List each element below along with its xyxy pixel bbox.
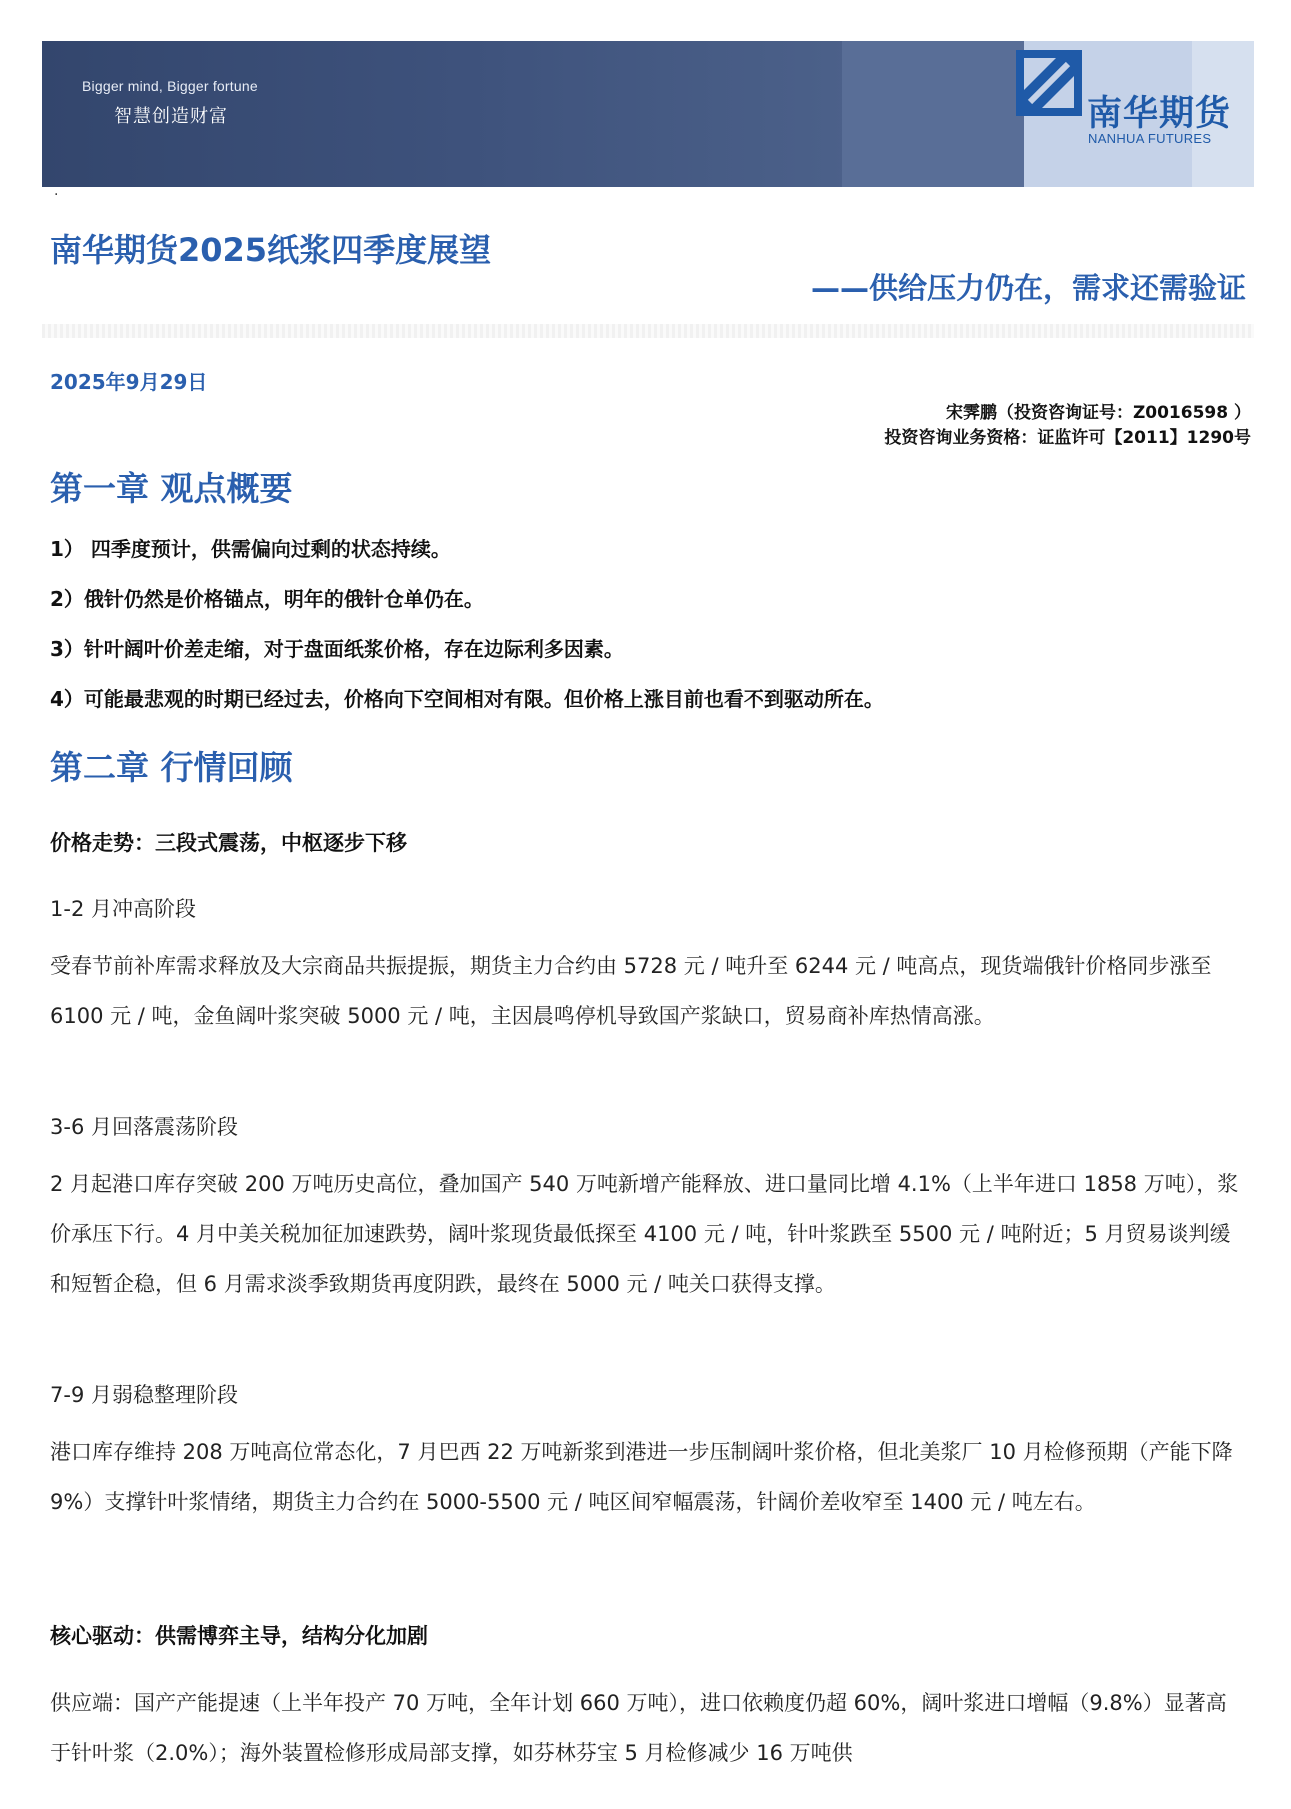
- report-title: 南华期货2025纸浆四季度展望: [50, 231, 492, 269]
- slogan-chinese: 智慧创造财富: [114, 106, 228, 127]
- report-subtitle: ——供给压力仍在，需求还需验证: [810, 271, 1246, 305]
- stage-3-heading: 7-9 月弱稳整理阶段: [50, 1383, 238, 1407]
- stage-2-paragraph: 2 月起港口库存突破 200 万吨历史高位，叠加国产 540 万吨新增产能释放、进口量同比增 4.1%（上半年进口 1858 万吨），浆价承压下行。4 月中美关税加征加速跌势，阔叶浆现货最低探至 4100 元 / 吨，针叶浆跌至 5500 元 / 吨附近；5 月贸易谈判缓和短暂企稳，但 6 月需求淡季致期货再度阴跌，最终在 5000 元 / 吨关口获得支撑。: [50, 1172, 1239, 1296]
- price-trend-heading: 价格走势：三段式震荡，中枢逐步下移: [50, 831, 407, 855]
- chapter-1-title: 第一章 观点概要: [50, 469, 293, 508]
- logo-text-english: NANHUA FUTURES: [1088, 131, 1212, 146]
- summary-point-4: 4）可能最悲观的时期已经过去，价格向下空间相对有限。但价格上涨目前也看不到驱动所在。: [50, 687, 884, 711]
- report-date: 2025年9月29日: [50, 370, 208, 394]
- stage-3-paragraph: 港口库存维持 208 万吨高位常态化，7 月巴西 22 万吨新浆到港进一步压制阔叶浆价格，但北美浆厂 10 月检修预期（产能下降 9%）支撑针叶浆情绪，期货主力合约在 5000-5500 元 / 吨区间窄幅震荡，针阔价差收窄至 1400 元 / 吨左右。: [50, 1440, 1233, 1514]
- logo-text-chinese: 南华期货: [1087, 94, 1232, 134]
- stage-1-heading: 1-2 月冲高阶段: [50, 897, 196, 921]
- slogan-english: Bigger mind, Bigger fortune: [82, 78, 258, 94]
- title-divider: [42, 324, 1254, 338]
- stage-2-heading: 3-6 月回落震荡阶段: [50, 1115, 238, 1139]
- core-driver-heading: 核心驱动：供需博弈主导，结构分化加剧: [50, 1624, 428, 1648]
- separator-dot: ·: [54, 187, 59, 203]
- stage-1-paragraph: 受春节前补库需求释放及大宗商品共振提振，期货主力合约由 5728 元 / 吨升至 6244 元 / 吨高点，现货端俄针价格同步涨至 6100 元 / 吨，金鱼阔叶浆突破 5000 元 / 吨，主因晨鸣停机导致国产浆缺口，贸易商补库热情高涨。: [50, 954, 1212, 1028]
- chapter-2-title: 第二章 行情回顾: [50, 748, 293, 787]
- author-credential: 宋霁鹏（投资咨询证号：Z0016598 ）: [945, 403, 1251, 423]
- supply-paragraph: 供应端：国产产能提速（上半年投产 70 万吨，全年计划 660 万吨），进口依赖度仍超 60%，阔叶浆进口增幅（9.8%）显著高于针叶浆（2.0%）；海外装置检修形成局部支撑，如芬林芬宝 5 月检修减少 16 万吨供: [50, 1691, 1227, 1765]
- summary-point-2: 2）俄针仍然是价格锚点，明年的俄针仓单仍在。: [50, 587, 484, 611]
- summary-point-1: 1） 四季度预计，供需偏向过剩的状态持续。: [50, 537, 451, 561]
- summary-point-3: 3）针叶阔叶价差走缩，对于盘面纸浆价格，存在边际利多因素。: [50, 637, 624, 661]
- license-info: 投资咨询业务资格：证监许可【2011】1290号: [884, 428, 1251, 448]
